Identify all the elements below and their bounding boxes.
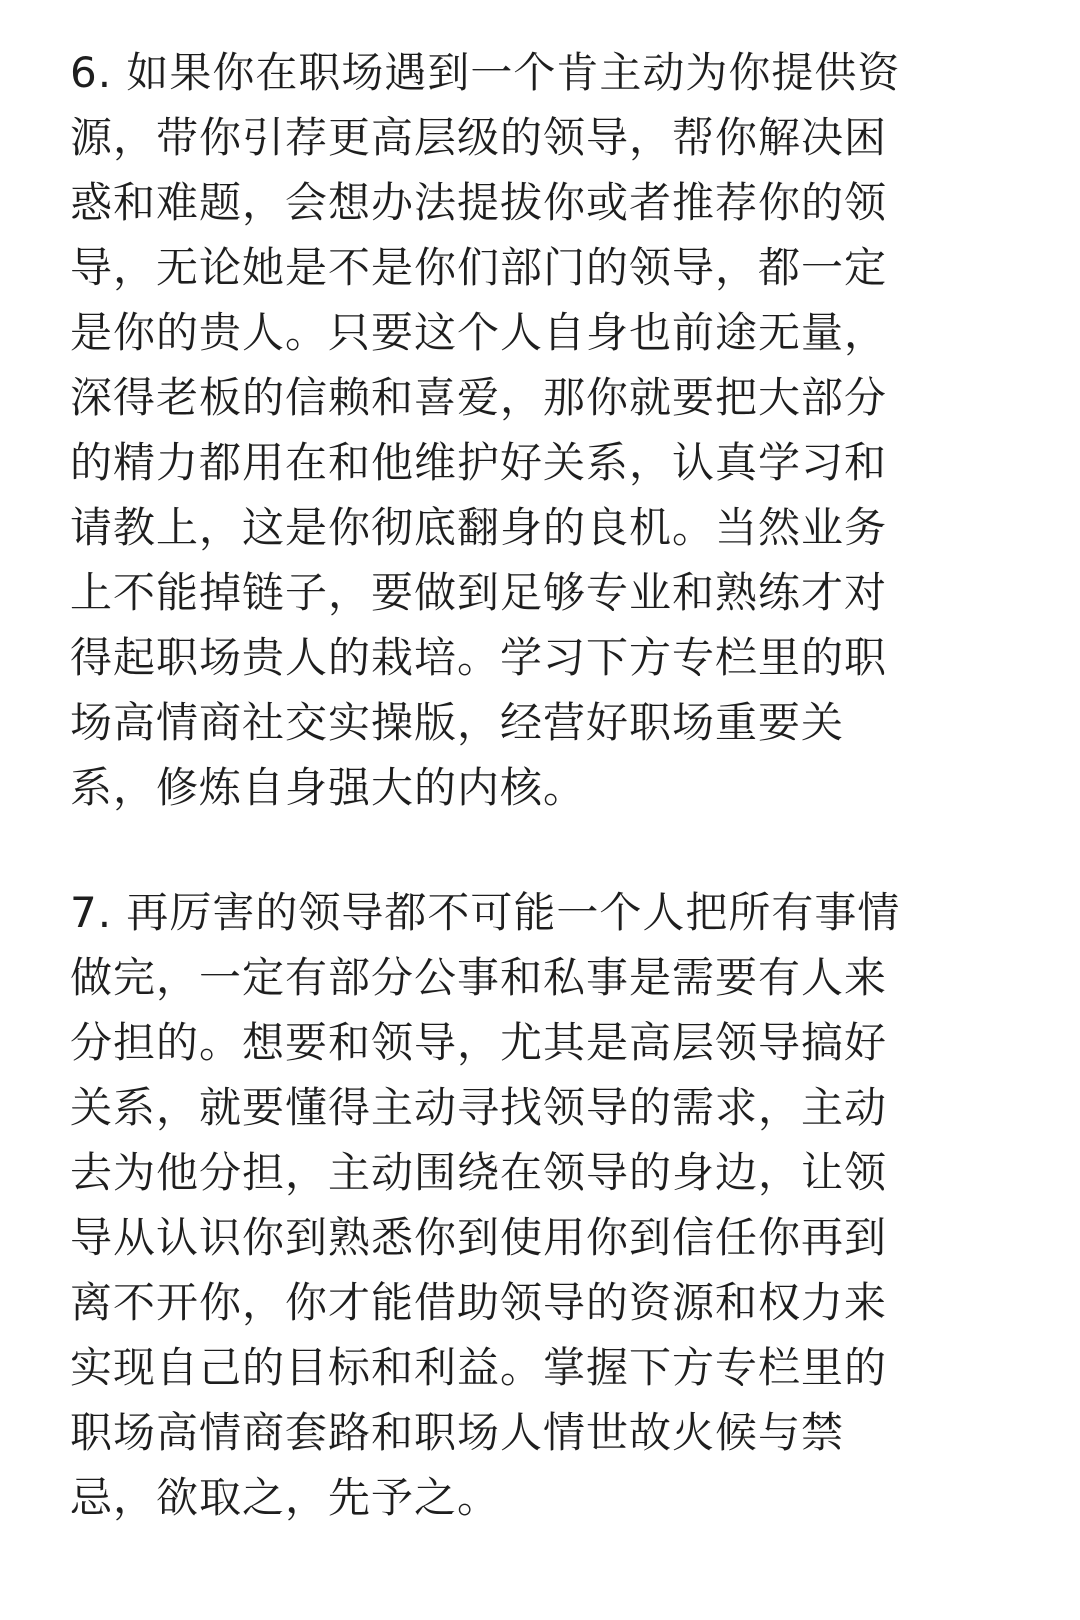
paragraph-line: 源，带你引荐更高层级的领导，帮你解决困	[70, 113, 888, 162]
paragraph-line: 场高情商社交实操版，经营好职场重要关	[70, 698, 845, 747]
paragraph-line: 导从认识你到熟悉你到使用你到信任你再到	[70, 1213, 888, 1262]
paragraph-line: 实现自己的目标和利益。掌握下方专栏里的	[70, 1343, 888, 1392]
paragraph-line: 是你的贵人。只要这个人自身也前途无量，	[70, 308, 888, 357]
paragraph-line: 去为他分担，主动围绕在领导的身边，让领	[70, 1148, 888, 1197]
paragraph-line: 惑和难题，会想办法提拔你或者推荐你的领	[70, 178, 888, 227]
paragraph-line: 系，修炼自身强大的内核。	[70, 763, 587, 812]
paragraph-line: 关系，就要懂得主动寻找领导的需求，主动	[70, 1083, 888, 1132]
paragraph-line: 做完，一定有部分公事和私事是需要有人来	[70, 953, 888, 1002]
paragraph-7	[70, 880, 970, 1530]
paragraph-line: 7. 再厉害的领导都不可能一个人把所有事情	[70, 888, 901, 937]
paragraph-line: 深得老板的信赖和喜爱，那你就要把大部分	[70, 373, 888, 422]
paragraph-line: 6. 如果你在职场遇到一个肯主动为你提供资	[70, 48, 901, 97]
paragraph-line: 请教上，这是你彻底翻身的良机。当然业务	[70, 503, 888, 552]
paragraph-line: 得起职场贵人的栽培。学习下方专栏里的职	[70, 633, 888, 682]
paragraph-line: 离不开你，你才能借助领导的资源和权力来	[70, 1278, 888, 1327]
paragraph-line: 导，无论她是不是你们部门的领导，都一定	[70, 243, 888, 292]
paragraph-line: 的精力都用在和他维护好关系，认真学习和	[70, 438, 888, 487]
paragraph-line: 分担的。想要和领导，尤其是高层领导搞好	[70, 1018, 888, 1067]
paragraph-6	[70, 40, 970, 820]
paragraph-line: 上不能掉链子，要做到足够专业和熟练才对	[70, 568, 888, 617]
paragraph-line: 职场高情商套路和职场人情世故火候与禁	[70, 1408, 845, 1457]
paragraph-line: 忌，欲取之，先予之。	[70, 1473, 501, 1522]
